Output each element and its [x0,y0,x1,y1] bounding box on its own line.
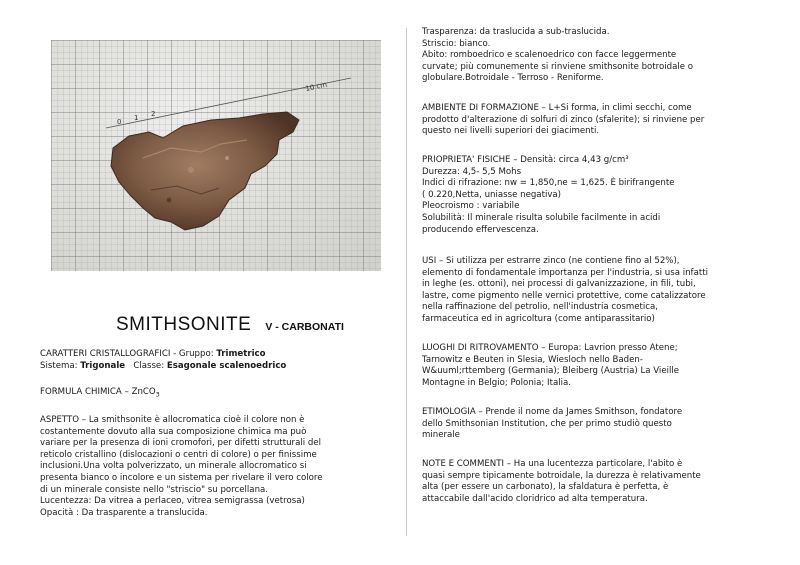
column-divider [406,28,407,536]
mineral-speck [167,198,172,203]
crystallographic-line-2: Sistema: Trigonale Classe: Esagonale scalenoedrico [40,360,287,371]
crystallographic-line-1: CARATTERI CRISTALLOGRAFICI - Gruppo: Trimetrico [40,349,266,359]
uses-section: USI – Si utilizza per estrarre zinco (ne contiene fino al 52%), elemento di fondamentale importanza per l'industria, si usa infatti in leghe (es. ottoni), nei processi di galvanizzazione, in fili, tubi, lastre, come pigmento nelle vernici protettive, come catalizzatore nella raffinazione del petrolio, nell'industria cosmetica, farmaceutica ed in agricoltura (come antiparassitario) [422,256,708,324]
locations-section: LUOGHI DI RITROVAMENTO – Europa: Lavrion presso Atene; Tarnowitz e Beuten in Slesia, Wiesloch nello Baden- W&uuml;rttemberg (Germania); Bleiberg (Austria) La Vieille Montagne in Belgio; Polonia; Italia. [422,343,680,388]
ruler-tick-2: 2 [151,110,156,118]
specimen-photo [51,40,381,271]
etymology-section: ETIMOLOGIA – Prende il nome da James Smithson, fondatore dello Smithsonian Institution, che per primo studiò questo minerale [422,407,683,441]
aspect-section: ASPETTO – La smithsonite è allocromatica cioè il colore non è costantemente dovuto alla sua composizione chimica ma può variare per la presenza di ioni cromofori, per difetti strutturali del reticolo cristallino (dislocazioni o centri di colore) o per finissime inclusioni.Una volta polverizzato, un minerale allocromatico si presenta bianco o incolore e un sistema per rivelare il vero colore di un minerale consiste nello "striscio" su porcellana. Lucentezza: Da vitrea a perlaceo, vitrea semigrassa (vetrosa) Opacità : Da trasparente a translucida. [40,415,323,518]
properties-intro-section: Trasparenza: da traslucida a sub-traslucida. Striscio: bianco. Abito: romboedrico e scalenoedrico con facce leggermente curvate; più comunemente si rinviene smithsonite botroidale o globulare.Botroidale - Terroso - Reniforme. [422,27,694,84]
ruler-tick-1: 1 [134,114,139,122]
crystallographic-section [40,349,392,372]
specimen-illustration [51,40,381,271]
mineral-speck [188,167,194,173]
ruler-unit: 10 cm [304,80,328,93]
formation-environment-section: AMBIENTE DI FORMAZIONE – L+Si forma, in climi secchi, come prodotto d'alterazione di solfuri di zinco (sfalerite); si rinviene per questo nei livelli superiori dei giacimenti. [422,103,705,137]
chemical-formula: FORMULA CHIMICA – ZnCO$_3$ [40,387,160,399]
ruler-tick-0: 0 [117,118,122,126]
mineral-class: V - CARBONATI [265,321,344,333]
group-value: Trimetrico [216,349,266,359]
class-value: Esagonale scalenoedrico [166,360,287,371]
mineral-specimen [111,112,299,230]
mineral-speck [225,156,229,160]
notes-section: NOTE E COMMENTI – Ha una lucentezza particolare, l'abito è quasi sempre tipicamente botroidale, la durezza è relativamente alta (per essere un carbonato), la sfaldatura è perfetta, è attaccabile dall'acido cloridrico ad alta temperatura. [422,459,701,504]
system-value: Trigonale [80,360,126,371]
physical-properties-section: PRIOPRIETA' FISICHE – Densità: circa 4,43 g/cm³ Durezza: 4,5- 5,5 Mohs Indici di rifrazione: nw = 1,850,ne = 1,625. È birifrangente ( 0.220,Netta, uniasse negativa) Pleocroismo : variabile Solubilità: Il minerale risulta solubile facilmente in acidi producendo effervescenza. [422,155,675,235]
mineral-title: SMITHSONITE [116,314,252,335]
heading-row [116,314,344,336]
